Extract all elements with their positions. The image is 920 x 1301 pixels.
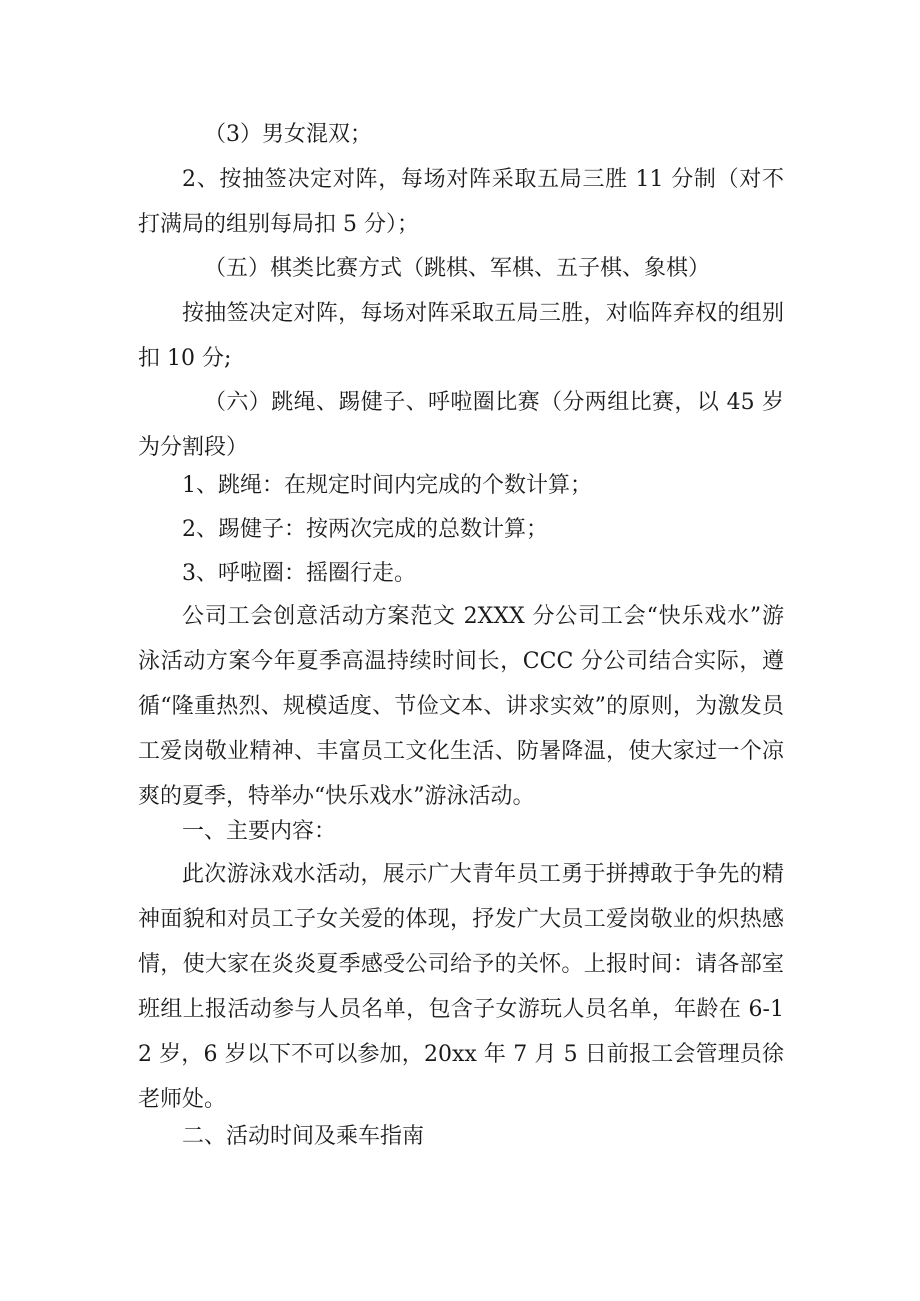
paragraph-rope-rule: 1、跳绳：在规定时间内完成的个数计算； [182,473,592,498]
paragraph-shuttlecock-rule: 2、踢健子：按两次完成的总数计算； [182,517,548,542]
paragraph-chess-rule: 按抽签决定对阵，每场对阵采取五局三胜，对临阵弃权的组别扣 10 分; [138,301,784,371]
paragraph-main-content-body: 此次游泳戏水活动，展示广大青年员工勇于拼搏敢于争先的精神面貌和对员工子女关爱的体现，抒发广大员工爱岗敬业的炽热感情，使大家在炎炎夏季感受公司给予的关怀。上报时间：请各部室班组上报活动参与人员名单，包含子女游玩人员名单，年龄在 6-12 岁，6 岁以下不可以参加，20xx 年 7 月 5 日前报工会管理员徐老师处。 [138,862,784,1112]
paragraph-rope-shuttlecock-hoop-heading: （六）跳绳、踢健子、呼啦圈比赛（分两组比赛，以 45 岁为分割段） [138,390,784,460]
paragraph-main-content-heading: 一、主要内容： [182,819,337,844]
paragraph-chess-heading: （五）棋类比赛方式（跳棋、军棋、五子棋、象棋） [204,256,711,281]
paragraph-mixed-doubles: （3）男女混双； [204,122,372,147]
paragraph-swimming-plan-intro: 公司工会创意活动方案范文 2XXX 分公司工会“快乐戏水”游泳活动方案今年夏季高温持续时间长，CCC 分公司结合实际，遵循“隆重热烈、规模适度、节俭文本、讲求实效”的原则，为激发员工爱岗敬业精神、丰富员工文化生活、防暑降温，使大家过一个凉爽的夏季，特举办“快乐戏水”游泳活动。 [138,604,784,809]
paragraph-time-and-transport-heading: 二、活动时间及乘车指南 [182,1124,425,1149]
paragraph-hoop-rule: 3、呼啦圈：摇圈行走。 [182,561,416,586]
paragraph-draw-rule-table-tennis: 2、按抽签决定对阵，每场对阵采取五局三胜 11 分制（对不打满局的组别每局扣 5 分）； [138,167,784,237]
